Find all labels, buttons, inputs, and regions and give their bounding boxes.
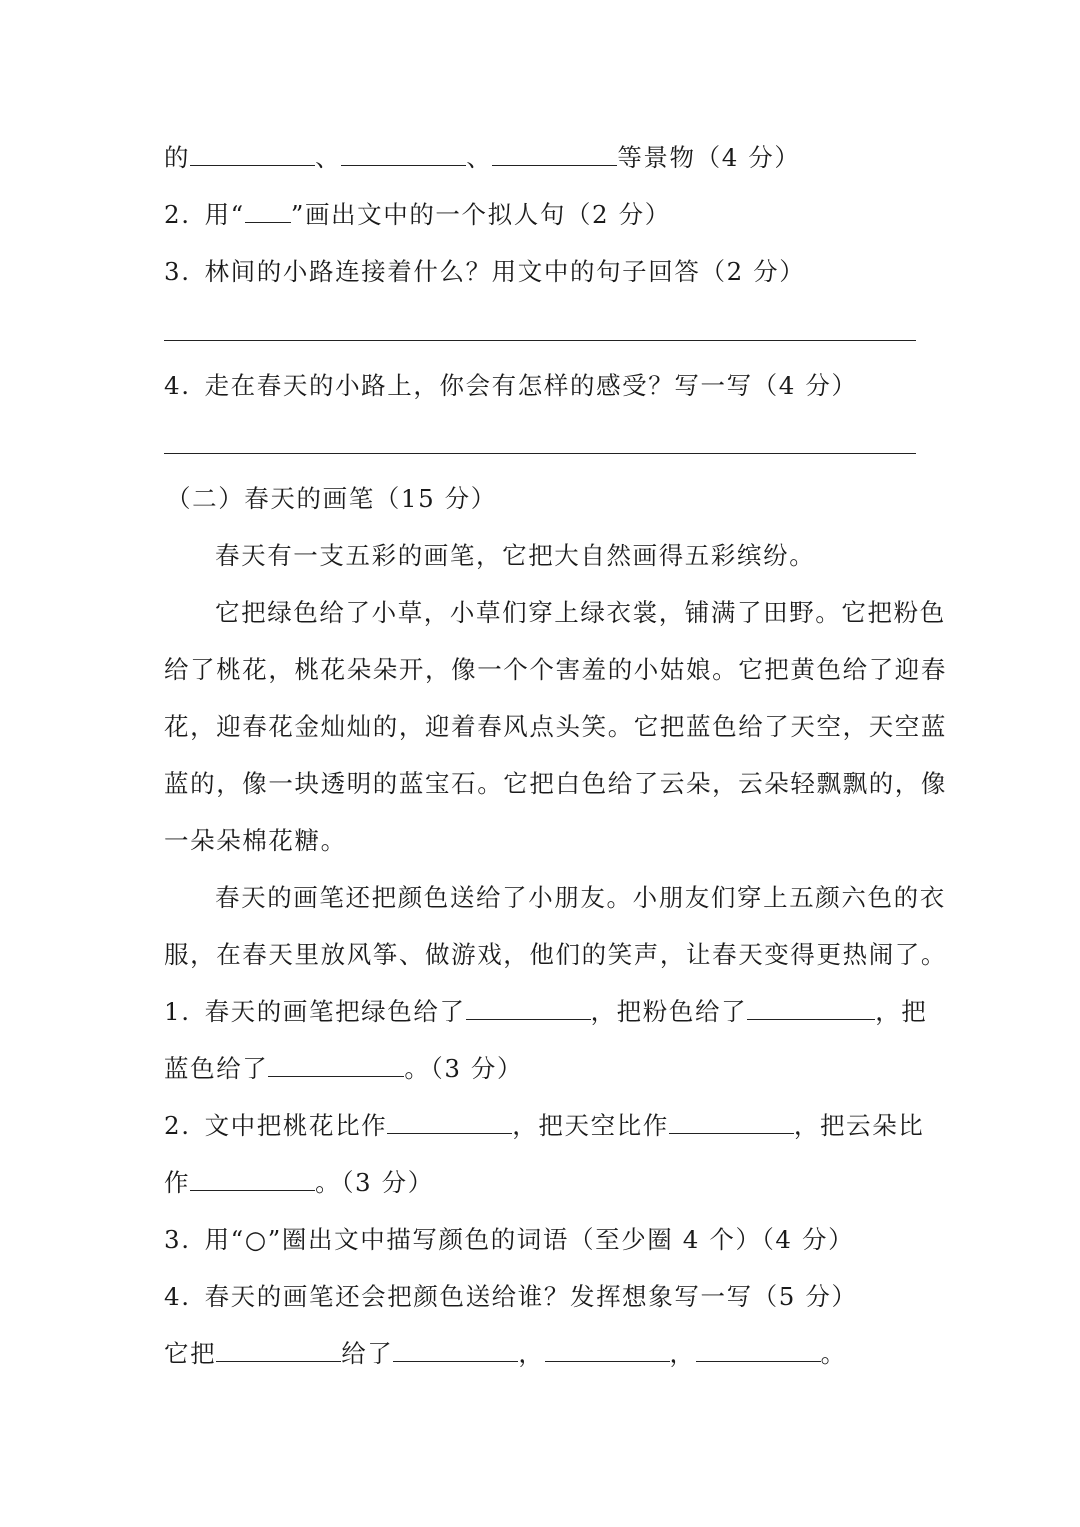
question-s1-2: [164, 195, 671, 235]
text-segment: ，把云朵比: [793, 1111, 925, 1140]
blank-peach[interactable]: [387, 1111, 512, 1134]
question-text: 走在春天的小路上，你会有怎样的感受？写一写（4 分）: [204, 371, 858, 400]
text-segment: 。（3 分）: [315, 1168, 434, 1197]
text-segment: 。（3 分）: [404, 1054, 524, 1083]
passage-line: 它把绿色给了小草，小草们穿上绿衣裳，铺满了田野。它把粉色: [215, 598, 946, 627]
question-number: 2.: [164, 1111, 191, 1140]
text-segment: ，把粉色给了: [590, 997, 748, 1026]
text-segment: 的: [164, 143, 191, 172]
question-number: 2.: [164, 200, 191, 229]
text-segment: 春天的画笔把绿色给了: [204, 997, 466, 1026]
text-segment: 用“: [204, 200, 245, 229]
question-s1-3: [164, 252, 805, 292]
question-number: 4.: [164, 371, 191, 400]
question-text: 春天的画笔还会把颜色送给谁？发挥想象写一写（5 分）: [204, 1282, 858, 1311]
blank-green[interactable]: [466, 997, 591, 1020]
text-segment: 作: [164, 1168, 191, 1197]
text-segment: 给了: [341, 1339, 394, 1368]
text-segment: 蓝色给了: [164, 1054, 269, 1083]
passage-line: 春天有一支五彩的画笔，它把大自然画得五彩缤纷。: [215, 541, 816, 570]
question-s2-2: [164, 1106, 924, 1146]
question-s2-2-cont: [164, 1163, 434, 1203]
section-title: （二）春天的画笔（15 分）: [166, 484, 497, 513]
passage-line: 花，迎春花金灿灿的，迎着春风点头笑。它把蓝色给了天空，天空蓝: [164, 712, 947, 741]
text-segment: ”画出文中的一个拟人句（2 分）: [290, 200, 671, 229]
passage-line: 一朵朵棉花糖。: [164, 826, 347, 855]
text-segment: 、: [315, 143, 342, 172]
blank-description-2[interactable]: [696, 1339, 821, 1362]
blank-pink[interactable]: [747, 997, 875, 1020]
text-segment: 文中把桃花比作: [204, 1111, 388, 1140]
text-segment: ，把天空比作: [512, 1111, 669, 1140]
blank-recipient[interactable]: [393, 1339, 518, 1362]
blank-scenery-1[interactable]: [190, 143, 315, 166]
fill-line-scenery: [164, 138, 801, 178]
question-s2-1: [164, 992, 927, 1032]
answer-line-s1-4[interactable]: [164, 453, 916, 454]
question-text: 用“○”圈出文中描写颜色的词语（至少圈 4 个）（4 分）: [204, 1225, 855, 1254]
question-s1-4: [164, 366, 858, 406]
blank-scenery-3[interactable]: [492, 143, 617, 166]
blank-cloud[interactable]: [190, 1168, 315, 1191]
text-segment: ，把: [875, 997, 928, 1026]
blank-scenery-2[interactable]: [341, 143, 466, 166]
underline-sample: [245, 202, 291, 223]
text-segment: 它把: [164, 1339, 217, 1368]
blank-sky[interactable]: [669, 1111, 794, 1134]
passage-line: 春天的画笔还把颜色送给了小朋友。小朋友们穿上五颜六色的衣: [215, 883, 946, 912]
question-s2-4-fill: [164, 1334, 847, 1374]
text-segment: ，: [518, 1339, 545, 1368]
question-number: 1.: [164, 997, 191, 1026]
question-number: 3.: [164, 1225, 191, 1254]
blank-description-1[interactable]: [545, 1339, 670, 1362]
question-s2-4: [164, 1277, 858, 1317]
question-text: 林间的小路连接着什么？用文中的句子回答（2 分）: [204, 257, 806, 286]
question-number: 3.: [164, 257, 191, 286]
question-s2-3: [164, 1220, 854, 1260]
passage-line: 蓝的，像一块透明的蓝宝石。它把白色给了云朵，云朵轻飘飘的，像: [164, 769, 947, 798]
blank-color[interactable]: [216, 1339, 341, 1362]
blank-blue[interactable]: [268, 1054, 404, 1077]
text-segment: 等景物（4 分）: [617, 143, 801, 172]
question-number: 4.: [164, 1282, 191, 1311]
answer-line-s1-3[interactable]: [164, 340, 916, 341]
passage-line: 服，在春天里放风筝、做游戏，他们的笑声，让春天变得更热闹了。: [164, 940, 947, 969]
text-segment: 、: [466, 143, 493, 172]
text-segment: ，: [669, 1339, 696, 1368]
text-segment: 。: [820, 1339, 847, 1368]
passage-line: 给了桃花，桃花朵朵开，像一个个害羞的小姑娘。它把黄色给了迎春: [164, 655, 947, 684]
question-s2-1-cont: [164, 1049, 523, 1089]
